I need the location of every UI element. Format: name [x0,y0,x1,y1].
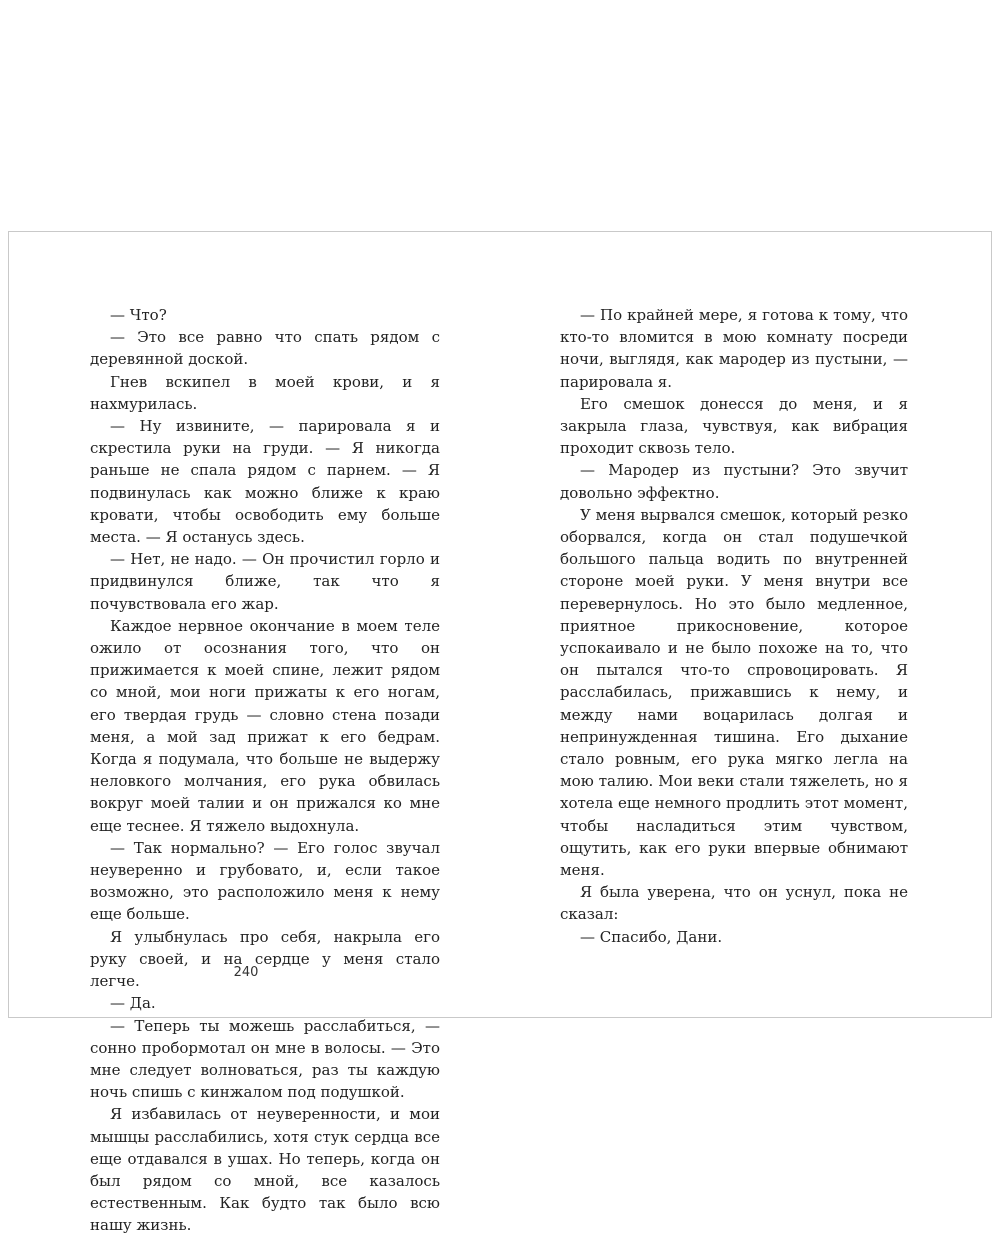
paragraph: — Мародер из пустыни? Это звучит довольно эффектно. [560,461,908,502]
paragraph: Я была уверена, что он уснул, пока не сказал: [560,883,908,924]
left-page-text [90,304,440,1237]
paragraph: Его смешок донесся до меня, и я закрыла глаза, чувствуя, как вибрация проходит сквозь тело. [560,394,908,458]
paragraph: — Ну извините, — парировала я и скрестила руки на груди. — Я никогда раньше не спала рядом с парнем. — Я подвинулась как можно ближе к краю кровати, чтобы освободить ему больше места. — Я останусь здесь. [90,417,440,547]
paragraph: У меня вырвался смешок, который резко оборвался, когда он стал подушечкой большого пальца водить по внутренней стороне моей руки. У меня внутри все перевернулось. Но это было медленное, приятное прикосновение, которое успокаивало и не было похоже на то, что он пытался что-то спровоцировать. Я расслабилась, прижавшись к нему, и между нами воцарилась долгая и непринужденная тишина. Его дыхание стало ровным, его рука мягко легла на мою талию. Мои веки стали тяжелеть, но я хотела еще немного продлить этот момент, чтобы насладиться этим чувством, ощутить, как его руки впервые обнимают меня. [560,505,908,880]
paragraph: — Да. [110,994,156,1013]
paragraph: — Это все равно что спать рядом с деревянной доской. [90,328,440,369]
paragraph: Гнев вскипел в моей крови, и я нахмурилась. [90,372,440,413]
paragraph: — Спасибо, Дани. [580,927,723,946]
paragraph: Я избавилась от неуверенности, и мои мышцы расслабились, хотя стук сердца все еще отдавался в ушах. Но теперь, когда он был рядом со мной, все казалось естественным. Как будто так было всю нашу жизнь. [90,1105,440,1235]
paragraph: — По крайней мере, я готова к тому, что кто-то вломится в мою комнату посреди ночи, выглядя, как мародер из пустыни, — парировала я. [560,306,908,391]
right-page-text [560,304,908,948]
page-number: 240 [233,965,259,980]
paragraph: Каждое нервное окончание в моем теле ожило от осознания того, что он прижимается к моей спине, лежит рядом со мной, мои ноги прижаты к его ногам, его твердая грудь — словно стена позади меня, а мой зад прижат к его бедрам. Когда я подумала, что больше не выдержу неловкого молчания, его рука обвилась вокруг моей талии и он прижался ко мне еще теснее. Я тяжело выдохнула. [90,616,440,835]
paragraph: — Так нормально? — Его голос звучал неуверенно и грубовато, и, если такое возможно, это расположило меня к нему еще больше. [90,838,440,924]
paragraph: Я улыбнулась про себя, накрыла его руку своей, и на сердце у меня стало легче. [90,927,440,991]
paragraph: — Что? [110,306,167,324]
paragraph: — Теперь ты можешь расслабиться, — сонно пробормотал он мне в волосы. — Это мне следует волноваться, раз ты каждую ночь спишь с кинжалом под подушкой. [90,1016,440,1102]
book-spread [8,231,992,1235]
paragraph: — Нет, не надо. — Он прочистил горло и придвинулся ближе, так что я почувствовала его жар. [90,550,440,613]
